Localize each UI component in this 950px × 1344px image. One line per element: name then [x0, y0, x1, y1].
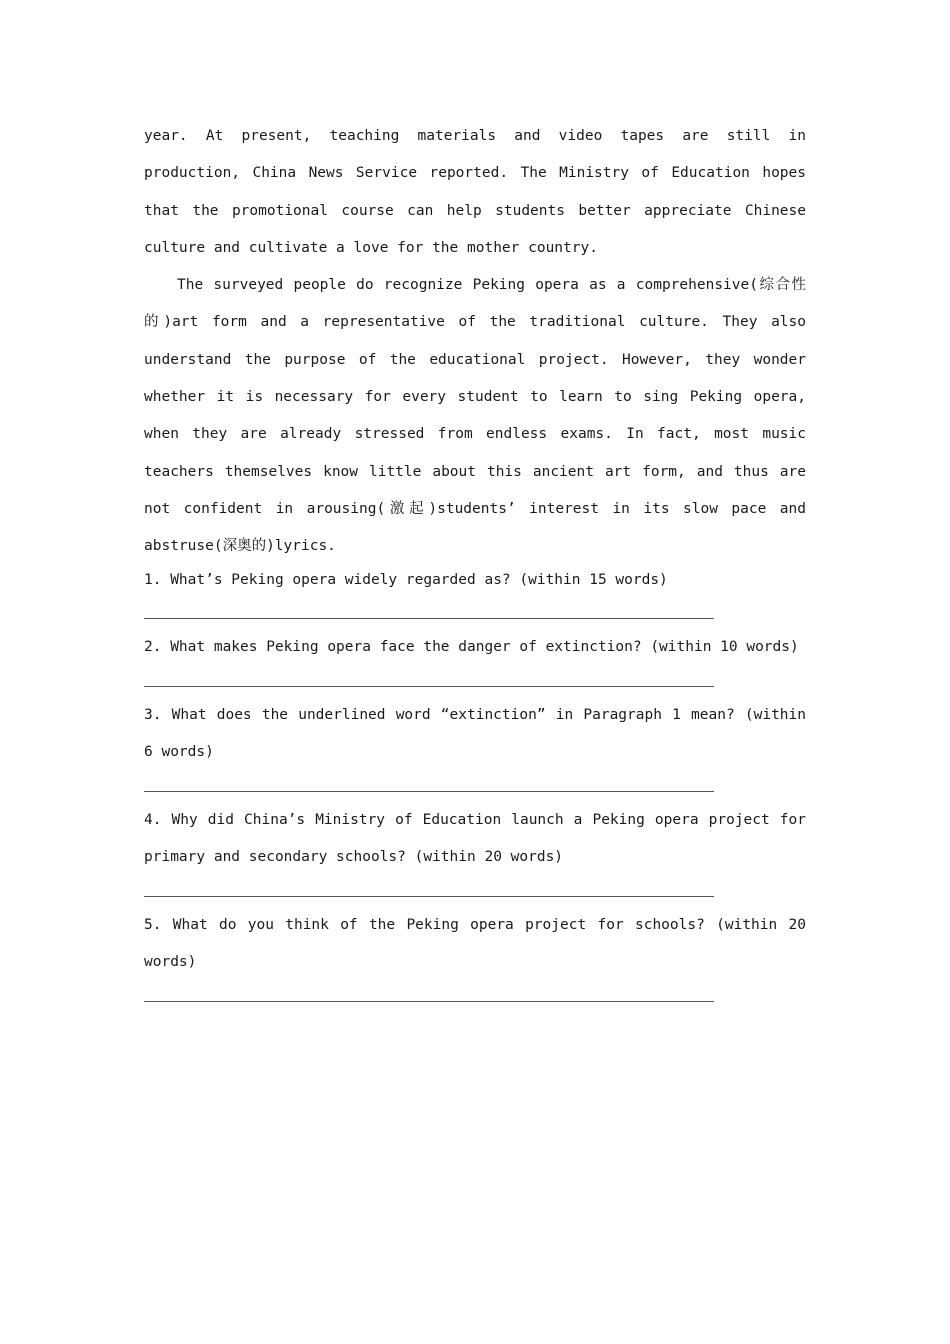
question-block-2	[144, 629, 806, 687]
question-2: 2. What makes Peking opera face the danger of extinction? (within 10 words)	[144, 639, 799, 656]
document-page	[144, 118, 806, 1012]
passage-paragraph-2: The surveyed people do recognize Peking opera as a comprehensive(综合性的)art form and a representative of the traditional culture. They also understand the purpose of the educational project. However, they wonder whether it is necessary for every student to learn to sing Peking opera, when they are already stressed from endless exams. In fact, most music teachers themselves know little about this ancient art form, and thus are not confident in arousing(激起)students’ interest in its slow pace and abstruse(深奥的)lyrics.	[144, 277, 806, 555]
question-5: 5. What do you think of the Peking opera project for schools? (within 20 words)	[144, 916, 806, 971]
question-3: 3. What does the underlined word “extinction” in Paragraph 1 mean? (within 6 words)	[144, 706, 806, 761]
answer-line-3[interactable]	[144, 791, 714, 792]
question-block-5	[144, 907, 806, 1002]
passage-paragraph-continuation: year. At present, teaching materials and video tapes are still in production, China News Service reported. The Ministry of Education hopes that the promotional course can help students better appreciate Chinese culture and cultivate a love for the mother country.	[144, 128, 806, 256]
answer-line-5[interactable]	[144, 1001, 714, 1002]
question-block-4	[144, 802, 806, 897]
question-block-3	[144, 697, 806, 792]
question-4: 4. Why did China’s Ministry of Education launch a Peking opera project for primary and secondary schools? (within 20 words)	[144, 811, 806, 866]
answer-line-1[interactable]	[144, 618, 714, 619]
answer-line-4[interactable]	[144, 896, 714, 897]
question-block-1	[144, 562, 806, 620]
question-1: 1. What’s Peking opera widely regarded as? (within 15 words)	[144, 571, 668, 588]
answer-line-2[interactable]	[144, 686, 714, 687]
